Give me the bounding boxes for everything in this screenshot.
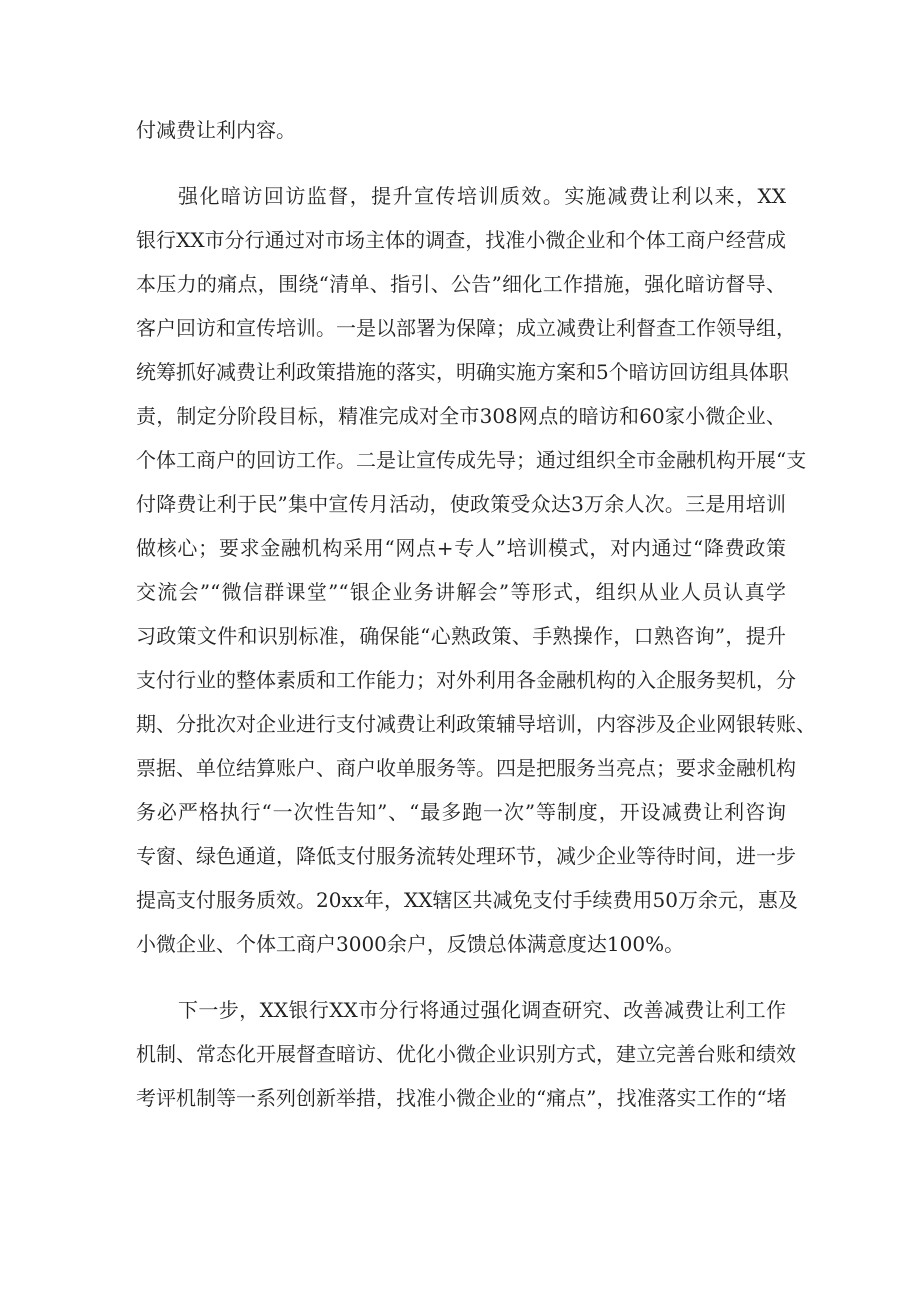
paragraph-2-line: 个体工商户的回访工作。二是让宣传成先导；通过组织全市金融机构开展“支 <box>136 448 807 472</box>
paragraph-2-line: 票据、单位结算账户、商户收单服务等。四是把服务当亮点；要求金融机构 <box>136 756 796 780</box>
paragraph-2-line: 期、分批次对企业进行支付减费让利政策辅导培训，内容涉及企业网银转账、 <box>136 712 816 736</box>
paragraph-2-line: 交流会”“微信群课堂”“银企业务讲解会”等形式，组织从业人员认真学 <box>136 580 786 604</box>
paragraph-1-line: 付减费让利内容。 <box>136 118 296 142</box>
paragraph-2-line: 统筹抓好减费让利政策措施的落实，明确实施方案和5个暗访回访组具体职 <box>136 360 789 384</box>
paragraph-2-line: 支付行业的整体素质和工作能力；对外利用各金融机构的入企服务契机，分 <box>136 668 796 692</box>
paragraph-2-line: 责，制定分阶段目标，精准完成对全市308网点的暗访和60家小微企业、 <box>136 404 786 428</box>
paragraph-3-line: 下一步，XX银行XX市分行将通过强化调查研究、改善减费让利工作 <box>178 998 786 1022</box>
paragraph-2-line: 习政策文件和识别标准，确保能“心熟政策、手熟操作，口熟咨询”，提升 <box>136 624 786 648</box>
paragraph-2-line: 客户回访和宣传培训。一是以部署为保障；成立减费让利督查工作领导组， <box>136 316 796 340</box>
paragraph-2-line: 务必严格执行“一次性告知”、“最多跑一次”等制度，开设减费让利咨询 <box>136 800 786 824</box>
paragraph-2-line: 强化暗访回访监督，提升宣传培训质效。实施减费让利以来，XX <box>178 184 786 208</box>
paragraph-3-line: 机制、常态化开展督查暗访、优化小微企业识别方式，建立完善台账和绩效 <box>136 1042 796 1066</box>
paragraph-2-line: 银行XX市分行通过对市场主体的调查，找准小微企业和个体工商户经营成 <box>136 228 786 252</box>
paragraph-3-line: 考评机制等一系列创新举措，找准小微企业的“痛点”，找准落实工作的“堵 <box>136 1086 787 1110</box>
paragraph-2-line: 提高支付服务质效。20xx年，XX辖区共减免支付手续费用50万余元，惠及 <box>136 888 798 912</box>
paragraph-2-line: 本压力的痛点，围绕“清单、指引、公告”细化工作措施，强化暗访督导、 <box>136 272 786 296</box>
paragraph-2-line: 专窗、绿色通道，降低支付服务流转处理环节，减少企业等待时间，进一步 <box>136 844 796 868</box>
paragraph-2-line: 小微企业、个体工商户3000余户，反馈总体满意度达100%。 <box>136 932 685 956</box>
paragraph-2-line: 付降费让利于民”集中宣传月活动，使政策受众达3万余人次。三是用培训 <box>136 492 786 516</box>
paragraph-2-line: 做核心；要求金融机构采用“网点+专人”培训模式，对内通过“降费政策 <box>136 536 786 560</box>
